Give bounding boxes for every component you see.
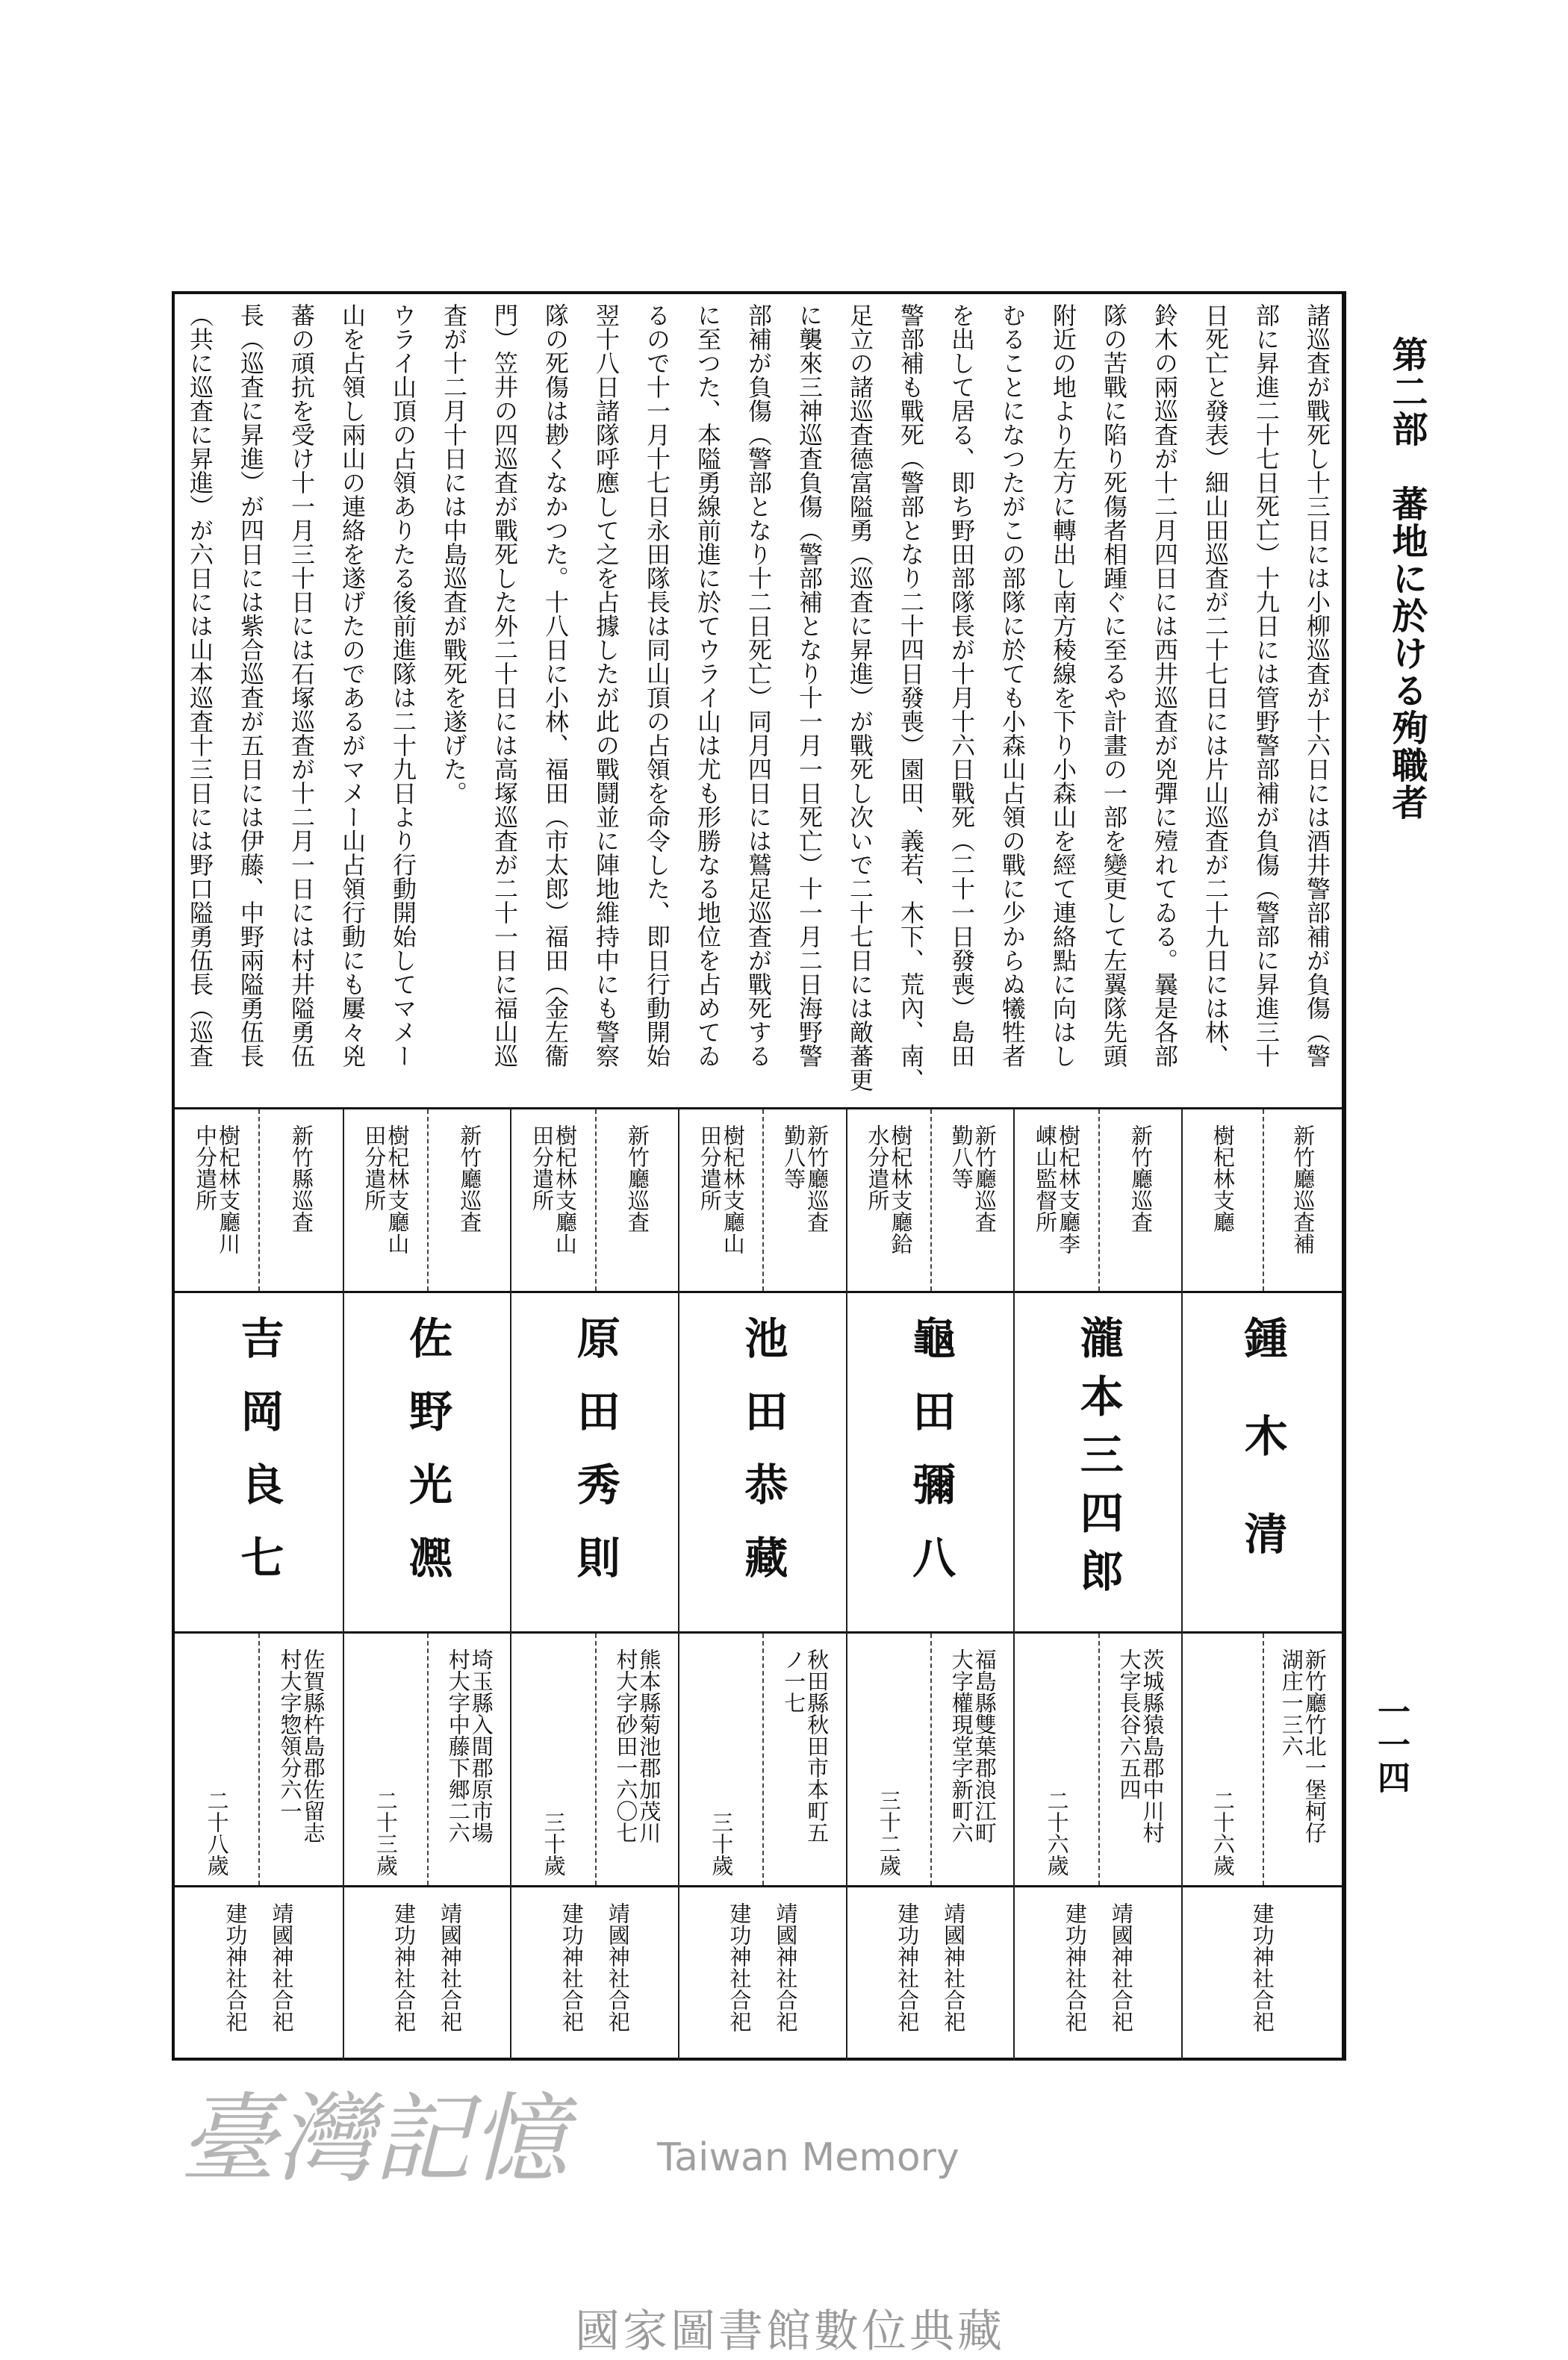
post-line: 樹杞林支廳 (1210, 1124, 1236, 1233)
table-row (678, 1109, 846, 2061)
enshrinement-text: 靖國神社合祀 (438, 1902, 464, 2032)
narrative-line: に襲來三神巡査負傷（警部補となり十一月一日死亡）十一月二日海野警 (795, 303, 824, 1068)
affiliation-cell (679, 1109, 846, 1293)
post-line: 田分遣所 (361, 1124, 388, 1211)
age-text: 二十三歲 (373, 1790, 399, 1876)
post-text (698, 1124, 744, 1291)
origin-line: 湖庄一三六 (1278, 1648, 1304, 1757)
origin-column (762, 1634, 845, 1885)
narrative-line: 足立の諸巡査德富隘勇（巡査に昇進）が戰死し次いで二十七日には敵蕃更 (846, 303, 874, 1092)
post-line: 樹杞林支廳鉿 (888, 1124, 914, 1254)
rank-text (458, 1124, 481, 1291)
page-number: 一一四 (1372, 1695, 1410, 1793)
narrative-line: 部補が負傷（警部となり十二日死亡）同月四日には鷲足巡査が戰死する (744, 303, 773, 1068)
origin-line: ノ一七 (781, 1648, 807, 1713)
person-name: 佐野光凞 (402, 1316, 453, 1608)
origin-line: 佐賀縣杵島郡佐留志 (300, 1648, 326, 1843)
watermark-logo-chinese: 臺灣記憶 (179, 2082, 568, 2196)
narrative-line: 隊の死傷は尠くなかつた。十八日に小林、福田（市太郎）福田（金左衞 (541, 303, 570, 1068)
origin-text (782, 1648, 828, 1885)
person-name: 龜田彌八 (905, 1316, 956, 1608)
enshrinement-text: 靖國神社合祀 (773, 1902, 799, 2032)
origin-cell (847, 1634, 1014, 1887)
origin-line: 村大字惣領分六一 (277, 1648, 303, 1822)
narrative-line: 門）笠井の四巡査が戰死した外二十日には高塚巡査が二十一日に福山巡 (491, 303, 519, 1068)
footer-credit: 國家圖書館數位典藏 (575, 2305, 1005, 2358)
origin-text (1280, 1648, 1326, 1885)
affiliation-cell (847, 1109, 1014, 1293)
rank-line: 新竹廳巡査 (1127, 1124, 1154, 1233)
narrative-line: 附近の地より左方に轉出し南方稜線を下り小森山を經て連絡點に向はし (1049, 303, 1077, 1068)
origin-line: 埼玉縣入間郡原市場 (468, 1648, 494, 1843)
age-column (1183, 1634, 1262, 1885)
origin-line: 福島縣雙葉郡浪江町 (971, 1648, 998, 1843)
rank-column (427, 1109, 510, 1291)
table-row (510, 1109, 678, 2061)
narrative-line: 警部補も戰死（警部となり二十四日發喪）園田、義若、木下、荒內、南、 (897, 303, 925, 1092)
enshrinement-text: 靖國神社合祀 (1108, 1902, 1134, 2032)
watermark-logo-english: Taiwan Memory (657, 2135, 959, 2180)
table-row (1181, 1109, 1342, 2061)
post-column (847, 1109, 930, 1291)
origin-line: 大字長谷六五四 (1116, 1648, 1142, 1800)
origin-column (1098, 1634, 1181, 1885)
rank-line: 新竹廳巡査 (624, 1124, 650, 1233)
person-name: 吉岡良七 (233, 1316, 284, 1608)
person-name: 原田秀則 (569, 1316, 620, 1608)
narrative-line: （共に巡査に昇進）が六日には山本巡査十三日には野口隘勇伍長（巡査 (186, 303, 214, 1068)
post-text (1033, 1124, 1080, 1291)
post-line: 水分遣所 (865, 1124, 891, 1211)
name-cell (175, 1293, 343, 1634)
enshrinement-cell (1015, 1887, 1181, 2061)
header-title: 蕃地に於ける殉職者 (1386, 485, 1428, 821)
origin-line: 村大字砂田一六〇七 (613, 1648, 639, 1843)
narrative-line: 山を占領し兩山の連絡を遂げたのであるがマメー山占領行動にも屢々兇 (338, 303, 367, 1068)
post-line: 崠山監督所 (1033, 1124, 1059, 1233)
rank-text (290, 1124, 313, 1291)
narrative-section (175, 294, 1342, 1109)
rank-line: 新竹廳巡査 (457, 1124, 483, 1233)
post-line: 樹杞林支廳李 (1056, 1124, 1082, 1254)
rank-text (950, 1124, 996, 1291)
age-column (175, 1634, 258, 1885)
enshrinement-cell (847, 1887, 1014, 2061)
origin-cell (511, 1634, 678, 1887)
post-text (865, 1124, 912, 1291)
age-text: 三十二歲 (876, 1790, 902, 1876)
origin-cell (175, 1634, 343, 1887)
narrative-line: るので十一月十七日永田隊長は同山頂の占領を命令した、即日行動開始 (643, 303, 671, 1068)
origin-line: 新竹廳竹北一堡柯仔 (1301, 1648, 1328, 1843)
rank-text (782, 1124, 828, 1291)
name-cell (679, 1293, 846, 1634)
rank-text (1129, 1124, 1152, 1291)
rank-column (762, 1109, 845, 1291)
watermark (179, 2083, 1344, 2255)
narrative-line: むることになつたがこの部隊に於ても小森山占領の戰に少からぬ犧牲者 (998, 303, 1027, 1068)
affiliation-cell (1015, 1109, 1181, 1293)
rank-line: 新竹廳巡査補 (1290, 1124, 1316, 1254)
rank-line: 新竹廳巡査 (971, 1124, 998, 1233)
name-cell (847, 1293, 1014, 1634)
origin-cell (1015, 1634, 1181, 1887)
rank-column (595, 1109, 678, 1291)
enshrinement-cell (344, 1887, 511, 2061)
person-name: 鍾木清 (1236, 1316, 1288, 1609)
narrative-line: 蕃の頑抗を受け十一月三十日には石塚巡査が十二月一日には村井隘勇伍 (287, 303, 316, 1068)
age-text: 二十六歲 (1210, 1790, 1236, 1876)
post-text (529, 1124, 579, 1291)
age-column (511, 1634, 594, 1885)
narrative-text (175, 294, 1342, 1107)
rank-line: 新竹縣巡査 (289, 1124, 315, 1233)
age-text: 二十八歲 (204, 1790, 230, 1876)
enshrinement-text: 建功神社合祀 (223, 1902, 249, 2032)
rank-text (626, 1124, 649, 1291)
age-text: 三十歲 (541, 1811, 567, 1876)
affiliation-cell (175, 1109, 343, 1293)
origin-line: 秋田縣秋田市本町五 (804, 1648, 830, 1843)
post-line: 田分遣所 (529, 1124, 556, 1211)
post-column (1183, 1109, 1262, 1291)
post-column (175, 1109, 258, 1291)
affiliation-cell (344, 1109, 511, 1293)
post-line: 中分遣所 (193, 1124, 219, 1211)
enshrinement-text: 靖國神社合祀 (605, 1902, 631, 2032)
age-column (847, 1634, 930, 1885)
table-row (343, 1109, 511, 2061)
person-name: 池田恭藏 (737, 1316, 788, 1608)
narrative-line: 隊の苦戰に陷り死傷者相踵ぐに至るや計畫の一部を變更して左翼隊先頭 (1100, 303, 1128, 1068)
post-line: 樹杞林支廳山 (385, 1124, 411, 1254)
post-text (361, 1124, 411, 1291)
origin-cell (344, 1634, 511, 1887)
post-column (511, 1109, 594, 1291)
enshrinement-cell (1183, 1887, 1342, 2061)
table-row (846, 1109, 1014, 2061)
narrative-line: 長（巡査に昇進）が四日には紫合巡査が五日には伊藤、中野兩隘勇伍長 (237, 303, 265, 1068)
post-text (193, 1124, 240, 1291)
origin-column (427, 1634, 510, 1885)
affiliation-cell (511, 1109, 678, 1293)
origin-line: 村大字中藤下郷二六 (445, 1648, 471, 1843)
name-cell (1183, 1293, 1342, 1634)
narrative-line: に至つた、本隘勇線前進に於てウライ山は尤も形勝なる地位を占めてゐ (694, 303, 722, 1068)
origin-text (950, 1648, 996, 1885)
header-part: 第二部 (1386, 336, 1428, 448)
enshrinement-cell (511, 1887, 678, 2061)
post-line: 樹杞林支廳山 (720, 1124, 746, 1254)
age-column (344, 1634, 427, 1885)
narrative-line: 査が十二月十日には中島巡査が戰死を遂げた。 (440, 303, 468, 805)
person-name: 瀧本三四郎 (1072, 1316, 1124, 1607)
age-text: 二十六歲 (1044, 1790, 1070, 1876)
post-column (1015, 1109, 1098, 1291)
enshrinement-cell (175, 1887, 343, 2061)
origin-column (595, 1634, 678, 1885)
origin-text (614, 1648, 660, 1885)
rank-column (1098, 1109, 1181, 1291)
origin-column (1263, 1634, 1342, 1885)
enshrinement-text: 建功神社合祀 (727, 1902, 753, 2032)
narrative-line: ウライ山頂の占領ありたる後前進隊は二十九日より行動開始してマメー (389, 303, 417, 1068)
post-line: 田分遣所 (697, 1124, 723, 1211)
rank-line: 新竹廳巡査 (804, 1124, 830, 1233)
narrative-line: 翌十八日諸隊呼應して之を占據したが此の戰鬪並に陣地維持中にも警察 (592, 303, 620, 1068)
enshrinement-text: 靖國神社合祀 (269, 1902, 295, 2032)
enshrinement-text: 建功神社合祀 (559, 1902, 585, 2032)
origin-line: 大字權現堂字新町六 (948, 1648, 974, 1843)
narrative-line: 鈴木の兩巡査が十二月四日には西井巡査が兇彈に殪れてゐる。曩是各部 (1151, 303, 1179, 1068)
origin-column (930, 1634, 1013, 1885)
enshrinement-text: 建功神社合祀 (391, 1902, 417, 2032)
affiliation-cell (1183, 1109, 1342, 1293)
age-column (679, 1634, 762, 1885)
post-line: 樹杞林支廳川 (216, 1124, 242, 1254)
enshrinement-text: 建功神社合祀 (895, 1902, 921, 2032)
rank-column (258, 1109, 342, 1291)
origin-text (279, 1648, 325, 1885)
narrative-line: 部に昇進二十七日死亡）十九日には管野警部補が負傷（警部に昇進三十 (1252, 303, 1281, 1068)
origin-text (1116, 1648, 1166, 1885)
origin-column (258, 1634, 342, 1885)
age-text: 三十歲 (709, 1811, 735, 1876)
post-column (344, 1109, 427, 1291)
origin-cell (679, 1634, 846, 1887)
age-column (1015, 1634, 1098, 1885)
name-cell (511, 1293, 678, 1634)
rank-text (1291, 1124, 1314, 1291)
narrative-line: 日死亡と發表）細山田巡査が二十七日には片山巡査が二十九日には林、 (1201, 303, 1230, 1068)
post-text (1211, 1124, 1234, 1291)
rank-column (930, 1109, 1013, 1291)
enshrinement-text: 建功神社合祀 (1062, 1902, 1088, 2032)
enshrinement-text: 建功神社合祀 (1249, 1902, 1275, 2032)
narrative-line: 諸巡査が戰死し十三日には小柳巡査が十六日には酒井警部補が負傷（警 (1303, 303, 1331, 1068)
post-column (679, 1109, 762, 1291)
name-cell (344, 1293, 511, 1634)
enshrinement-text: 靖國神社合祀 (941, 1902, 967, 2032)
narrative-line: を出して居る、即ち野田部隊長が十月十六日戰死（二十一日發喪）島田 (948, 303, 976, 1068)
origin-line: 熊本縣菊池郡加茂川 (636, 1648, 662, 1843)
origin-cell (1183, 1634, 1342, 1887)
rank-column (1263, 1109, 1342, 1291)
table-row (1013, 1109, 1181, 2061)
rank-line: 勤八等 (781, 1124, 807, 1189)
rank-line: 勤八等 (948, 1124, 974, 1189)
enshrinement-cell (679, 1887, 846, 2061)
table-row (175, 1109, 343, 2061)
post-line: 樹杞林支廳山 (553, 1124, 579, 1254)
casualty-table (175, 1109, 1342, 2061)
name-cell (1015, 1293, 1181, 1634)
page-frame (172, 291, 1346, 2061)
origin-line: 茨城縣猿島郡中川村 (1139, 1648, 1166, 1843)
origin-text (447, 1648, 493, 1885)
running-header (1381, 336, 1433, 821)
